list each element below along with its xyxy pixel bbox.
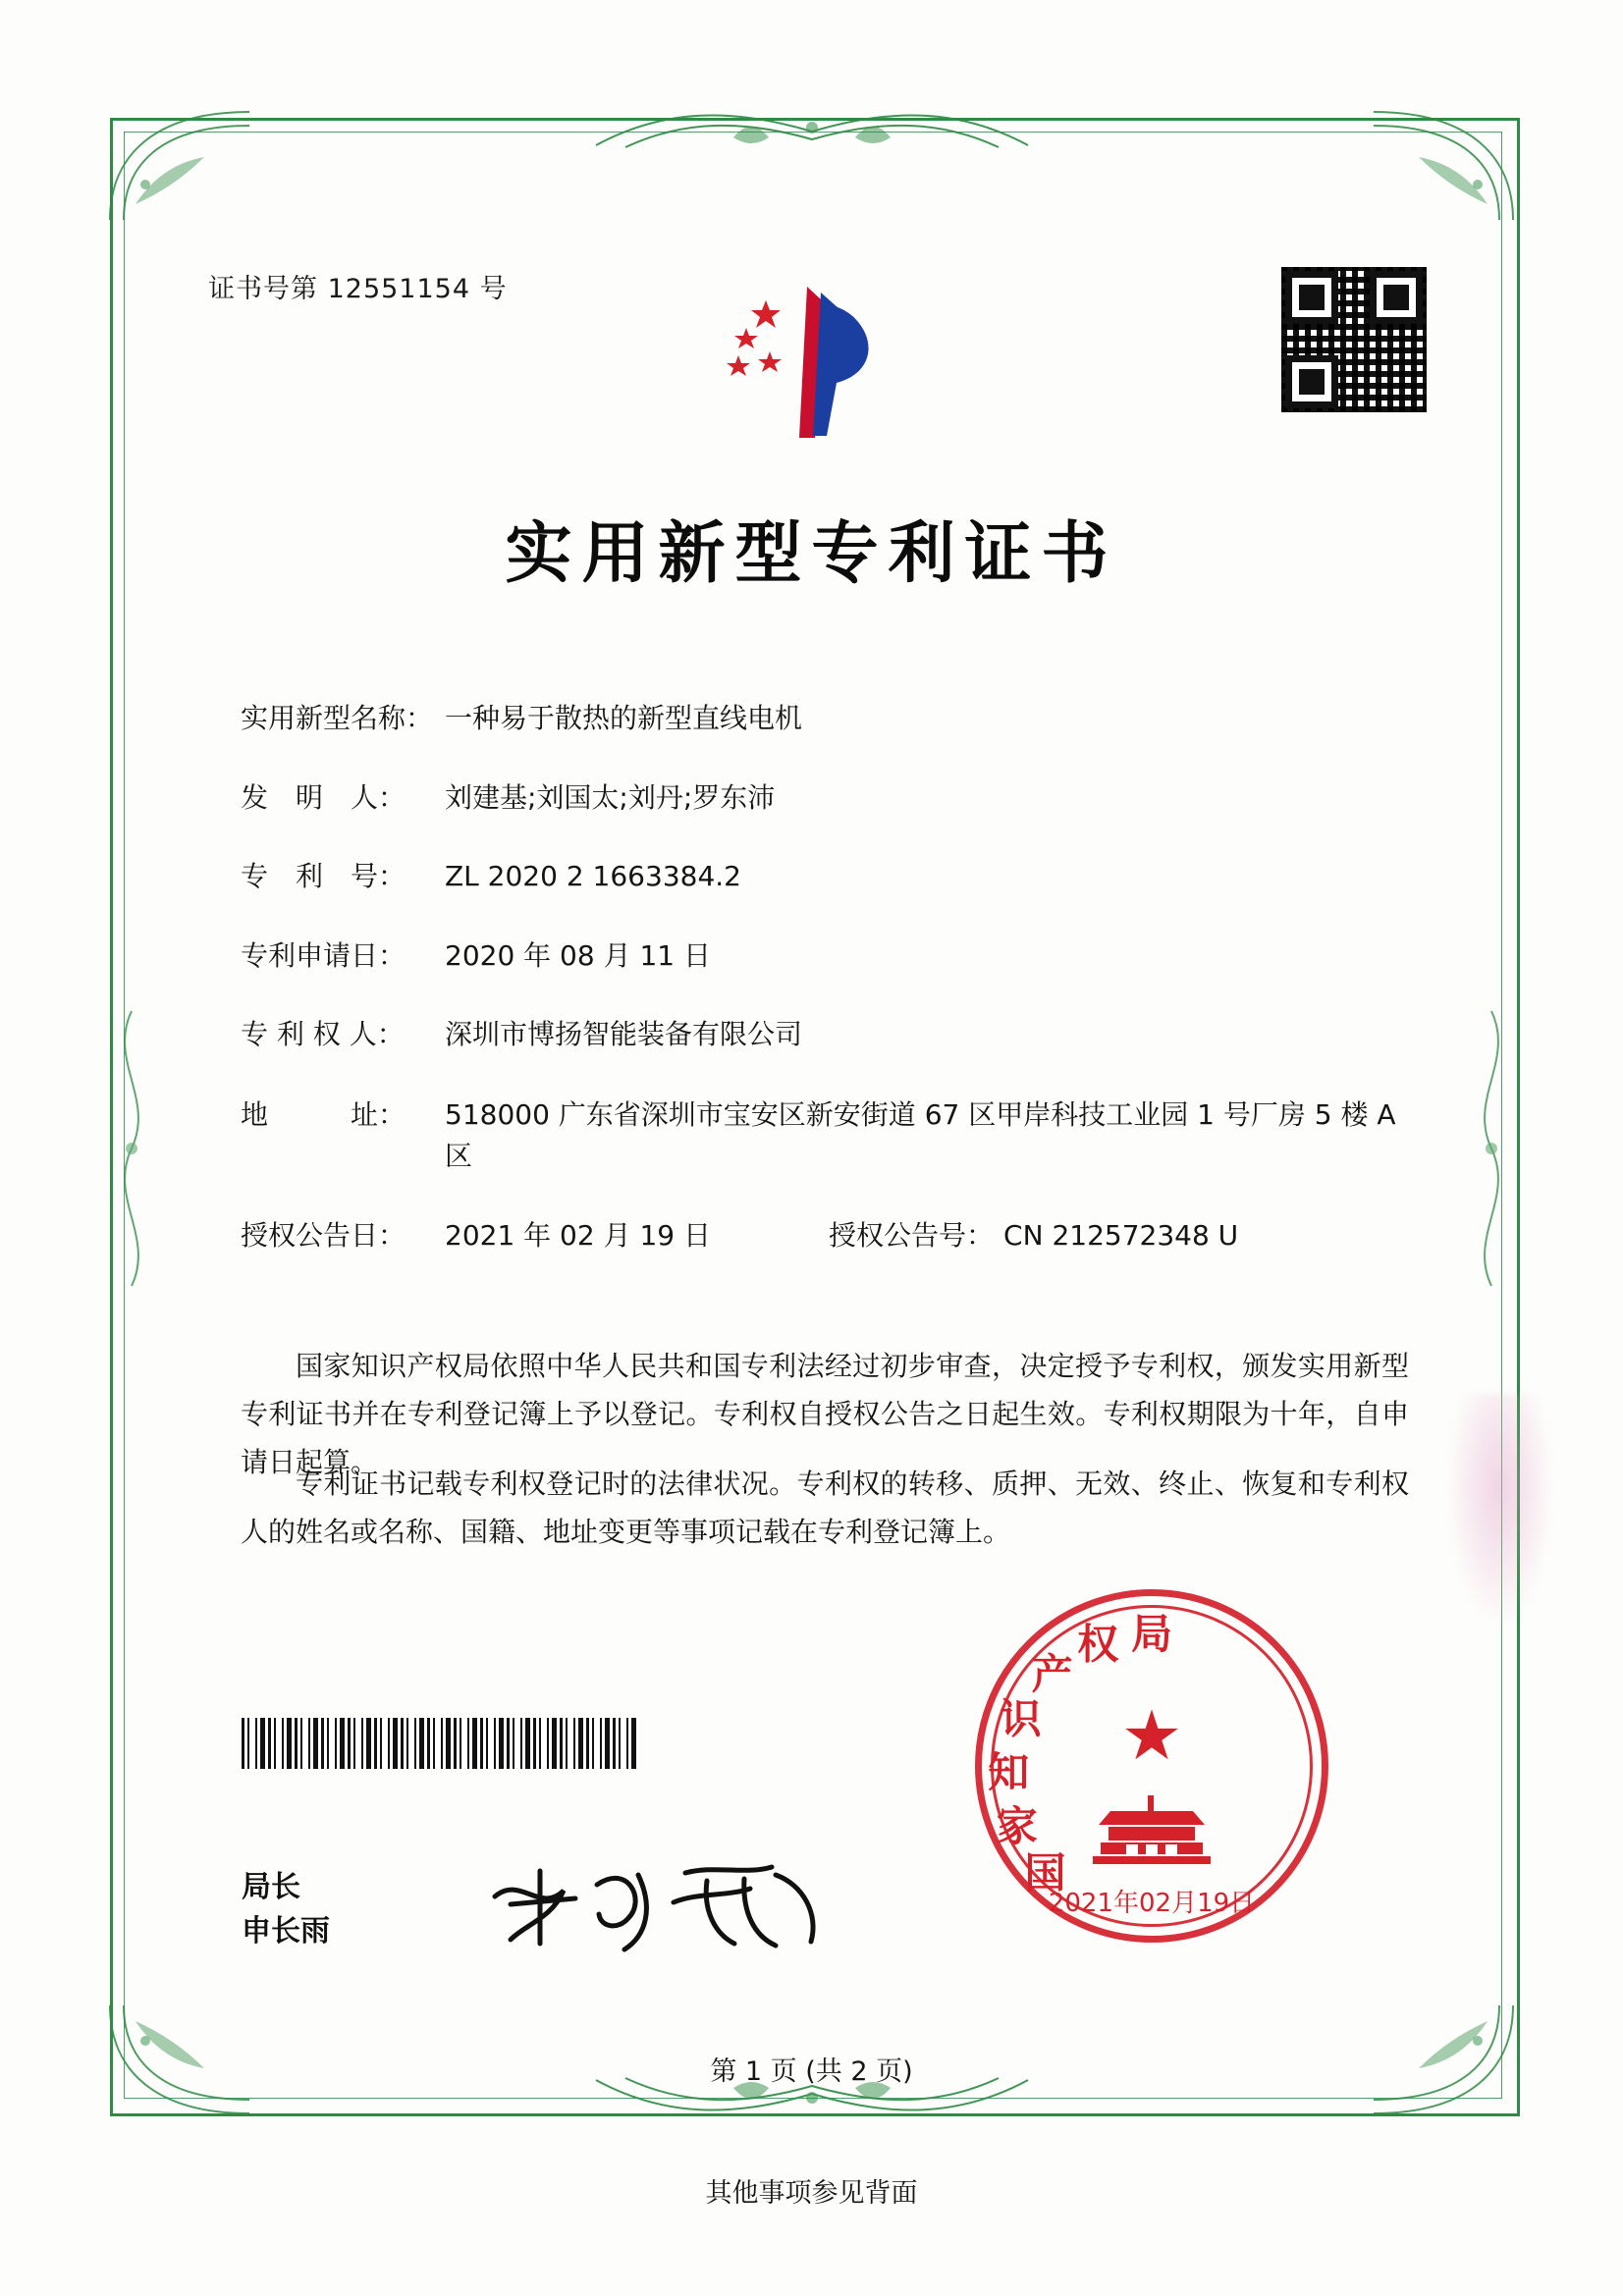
side-ornament-left (102, 1001, 161, 1296)
barcode (242, 1718, 638, 1769)
legal-paragraph-2: 专利证书记载专利权登记时的法律状况。专利权的转移、质押、无效、终止、恢复和专利权人的姓名或名称、国籍、地址变更等事项记载在专利登记簿上。 (241, 1468, 1409, 1548)
grant-date-value: 2021 年 02 月 19 日 (445, 1218, 712, 1252)
certificate-number: 证书号第 12551154 号 (208, 274, 508, 304)
field-value: 2020 年 08 月 11 日 (445, 938, 712, 972)
grant-date-label: 授权公告日： (241, 1218, 406, 1252)
handwritten-signature (481, 1845, 854, 1963)
seal-date: 2021年02月19日 (1048, 1889, 1256, 1918)
field-label: 发 明 人： (241, 780, 406, 814)
field-value: 一种易于散热的新型直线电机 (445, 702, 803, 734)
grant-number-label: 授权公告号： (829, 1218, 995, 1252)
seal-char: 国 (1024, 1848, 1066, 1897)
field-value: 刘建基;刘国太;刘丹;罗东沛 (445, 780, 776, 814)
seal-char: 产 (1031, 1649, 1073, 1698)
field-label: 专 利 权 人： (241, 1018, 405, 1051)
field-label: 地 址： (241, 1097, 406, 1131)
page-title: 实用新型专利证书 (505, 515, 1118, 593)
seal-char: 知 (988, 1747, 1030, 1796)
seal-char: 局 (1131, 1610, 1173, 1658)
seal-char: 家 (996, 1801, 1038, 1850)
seal-star-icon: ★ (1120, 1699, 1183, 1776)
grant-number-value: CN 212572348 U (1003, 1218, 1239, 1252)
official-seal (975, 1589, 1328, 1943)
field-value: 518000 广东省深圳市宝安区新安街道 67 区甲岸科技工业园 1 号厂房 5 楼 A 区 (445, 1097, 1396, 1172)
field-row-name (241, 699, 1399, 739)
field-row-address (241, 1095, 1399, 1177)
field-value: 深圳市博扬智能装备有限公司 (445, 1018, 803, 1051)
field-row-patent-number (241, 857, 1399, 897)
signature-block (242, 1865, 330, 1953)
field-row-inventors (241, 778, 1399, 819)
field-row-patentee (241, 1015, 1399, 1055)
field-value: ZL 2020 2 1663384.2 (445, 860, 741, 893)
director-name-label: 申长雨 (242, 1914, 330, 1949)
field-label: 专利申请日： (241, 938, 406, 972)
footnote: 其他事项参见背面 (705, 2178, 918, 2209)
seal-char: 权 (1077, 1620, 1119, 1669)
director-title-label: 局长 (242, 1870, 300, 1904)
corner-ornament-top-left (106, 106, 253, 224)
field-row-grant (241, 1216, 1399, 1256)
top-flourish-ornament (586, 98, 1038, 159)
field-label: 实用新型名称： (241, 702, 434, 734)
legal-paragraph-1: 国家知识产权局依照中华人民共和国专利法经过初步审查，决定授予专利权，颁发实用新型专利证书并在专利登记簿上予以登记。专利权自授权公告之日起生效。专利权期限为十年，自申请日起算。 (241, 1350, 1409, 1478)
cnipa-logo-icon (689, 253, 935, 450)
paper-smudge (1446, 1394, 1554, 1629)
side-ornament-right (1462, 1001, 1521, 1296)
field-row-application-date (241, 936, 1399, 977)
qr-code (1281, 267, 1427, 412)
field-label: 专 利 号： (241, 860, 406, 893)
corner-ornament-top-right (1370, 106, 1517, 224)
seal-char: 识 (1000, 1694, 1042, 1743)
page-indicator: 第 1 页 (共 2 页) (710, 2056, 913, 2087)
field-list (241, 699, 1399, 1296)
